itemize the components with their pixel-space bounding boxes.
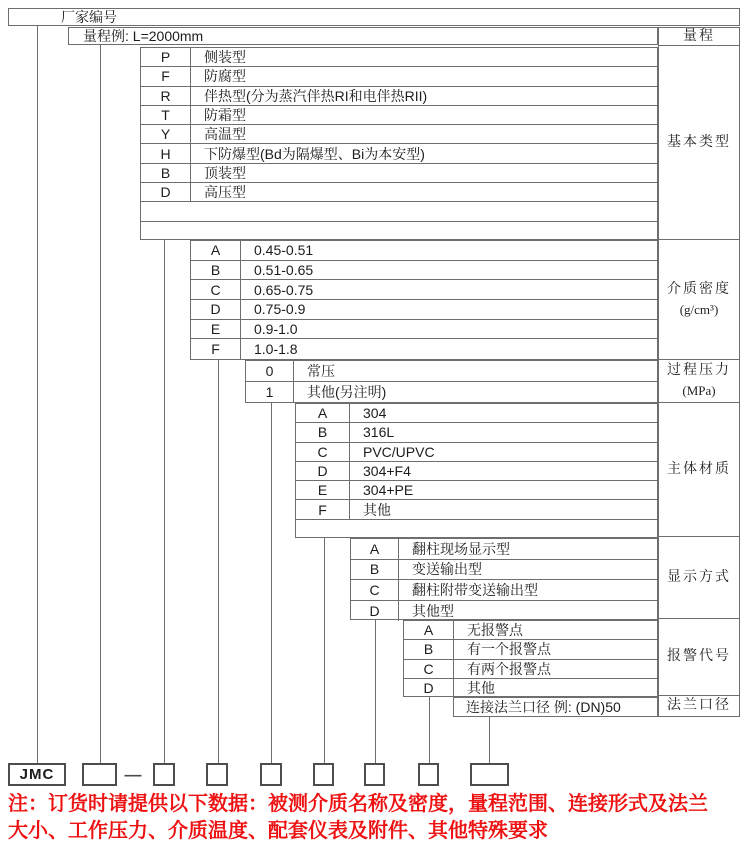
desc-cell: 翻柱附带变送输出型: [412, 581, 538, 598]
code-cell: C: [351, 580, 399, 600]
desc-cell: 有一个报警点: [467, 641, 551, 658]
desc-cell: 0.45-0.51: [254, 242, 314, 259]
desc-cell: 变送输出型: [412, 561, 482, 578]
code-cell: H: [141, 144, 191, 162]
code-cell: C: [191, 280, 241, 299]
code-cell: B: [404, 640, 454, 658]
basic-type-code-box: [153, 763, 175, 786]
dash-separator: —: [124, 764, 142, 784]
code-cell: D: [296, 462, 350, 480]
table-row: [141, 183, 657, 202]
label-material: 主体材质: [659, 403, 739, 538]
material-code-box: [313, 763, 334, 786]
desc-cell: 下防爆型(Bd为隔爆型、Bi为本安型): [204, 145, 425, 162]
desc-cell: 其他: [467, 680, 495, 697]
table-row: [404, 679, 657, 698]
code-cell: E: [191, 320, 241, 339]
desc-cell: 其他: [363, 501, 391, 518]
material-table: [295, 403, 658, 538]
code-cell: T: [141, 106, 191, 124]
alarm-table: [403, 620, 658, 697]
table-row: [296, 462, 657, 481]
connector-alarm: [429, 697, 430, 763]
table-row: [141, 164, 657, 183]
label-pressure: 过程压力 (MPa): [659, 360, 739, 403]
connector-pressure: [271, 403, 272, 763]
desc-cell: 有两个报警点: [467, 660, 551, 677]
desc-cell: 侧装型: [204, 49, 246, 66]
empty-row: [141, 202, 657, 221]
desc-cell: 其他型: [412, 602, 454, 619]
range-code-box: [82, 763, 117, 786]
label-flange: 法兰口径: [667, 698, 731, 713]
table-row: [141, 87, 657, 106]
desc-cell: 防腐型: [204, 68, 246, 85]
table-row: [296, 500, 657, 519]
alarm-code-box: [418, 763, 439, 786]
desc-cell: PVC/UPVC: [363, 443, 435, 460]
table-row: [246, 361, 657, 382]
desc-cell: 防霜型: [204, 107, 246, 124]
label-range: 量程: [659, 28, 739, 46]
empty-row: [141, 222, 657, 241]
connector-range: [100, 45, 101, 763]
table-row: [141, 106, 657, 125]
table-row: [191, 241, 657, 261]
desc-cell: 伴热型(分为蒸汽伴热RI和电伴热RII): [204, 87, 428, 104]
ordering-note-line1: 注：订货时请提供以下数据：被测介质名称及密度，量程范围、连接形式及法兰: [8, 793, 708, 815]
code-cell: E: [296, 481, 350, 499]
desc-cell: 0.51-0.65: [254, 262, 314, 279]
connector-flange: [489, 717, 490, 763]
desc-cell: 304+F4: [363, 463, 411, 480]
label-alarm: 报警代号: [659, 619, 739, 696]
connector-manufacturer: [37, 25, 38, 763]
table-row: [296, 404, 657, 423]
desc-cell: 翻柱现场显示型: [412, 540, 510, 557]
flange-code-box: [470, 763, 509, 786]
display-code-box: [364, 763, 385, 786]
table-row: [351, 580, 657, 601]
connector-display: [375, 620, 376, 763]
code-cell: F: [141, 67, 191, 85]
desc-cell: 0.75-0.9: [254, 301, 306, 318]
code-cell: Y: [141, 125, 191, 143]
code-cell: P: [141, 48, 191, 66]
table-row: [404, 660, 657, 679]
table-row: [454, 698, 657, 716]
density-table: [190, 240, 658, 360]
desc-cell: 304: [363, 405, 387, 422]
connector-density: [218, 360, 219, 763]
display-table: [350, 538, 658, 620]
desc-cell: 连接法兰口径 例: (DN)50: [466, 699, 621, 715]
code-cell: A: [351, 539, 399, 559]
manufacturer-number-label: 厂家编号: [61, 9, 117, 25]
code-cell: D: [351, 601, 399, 622]
table-row: [296, 481, 657, 500]
ordering-note: [8, 791, 748, 845]
table-row: [246, 382, 657, 403]
desc-cell: 高温型: [204, 126, 246, 143]
table-row: [351, 601, 657, 622]
code-cell: B: [141, 164, 191, 182]
code-cell: D: [191, 300, 241, 319]
connector-basic-type: [164, 240, 165, 763]
label-density: 介质密度 (g/cm³): [659, 240, 739, 360]
table-row: [191, 320, 657, 340]
label-basic-type: 基本类型: [659, 46, 739, 240]
density-code-box: [206, 763, 228, 786]
code-cell: B: [351, 560, 399, 580]
flange-row: [453, 697, 658, 717]
desc-cell: 常压: [307, 362, 335, 379]
label-display: 显示方式: [659, 537, 739, 619]
desc-cell: 1.0-1.8: [254, 341, 298, 358]
table-row: [404, 640, 657, 659]
empty-row: [296, 520, 657, 539]
range-example-bar: [68, 27, 658, 45]
code-cell: B: [191, 261, 241, 280]
basic-type-table: [140, 47, 658, 240]
range-example-label: 量程例: L=2000mm: [83, 28, 204, 44]
manufacturer-number-bar: [8, 8, 740, 26]
table-row: [191, 300, 657, 320]
desc-cell: 顶装型: [204, 164, 246, 181]
table-row: [191, 339, 657, 359]
table-row: [141, 67, 657, 86]
code-cell: 1: [246, 382, 294, 403]
desc-cell: 0.9-1.0: [254, 321, 298, 338]
code-cell: 0: [246, 361, 294, 381]
code-cell: D: [141, 183, 191, 201]
desc-cell: 0.65-0.75: [254, 281, 314, 298]
desc-cell: 无报警点: [467, 622, 523, 639]
code-cell: C: [296, 443, 350, 461]
code-cell: B: [296, 423, 350, 441]
desc-cell: 304+PE: [363, 482, 414, 499]
code-cell: A: [404, 621, 454, 639]
desc-cell: 其他(另注明): [307, 383, 387, 400]
desc-cell: 高压型: [204, 184, 246, 201]
code-cell: F: [296, 500, 350, 518]
pressure-table: [245, 360, 658, 403]
code-cell: C: [404, 660, 454, 678]
table-row: [351, 539, 657, 560]
ordering-note-line2: 大小、工作压力、介质温度、配套仪表及附件、其他特殊要求: [8, 820, 548, 842]
code-cell: A: [191, 241, 241, 260]
code-cell: D: [404, 679, 454, 698]
table-row: [191, 280, 657, 300]
pressure-code-box: [260, 763, 282, 786]
table-row: [351, 560, 657, 581]
table-row: [296, 423, 657, 442]
table-row: [141, 48, 657, 67]
desc-cell: 316L: [363, 424, 395, 441]
code-cell: F: [191, 339, 241, 359]
table-row: [296, 443, 657, 462]
table-row: [191, 261, 657, 281]
code-cell: R: [141, 87, 191, 105]
table-row: [141, 144, 657, 163]
connector-material: [324, 538, 325, 763]
model-prefix-box: JMC: [8, 763, 66, 786]
table-row: [141, 125, 657, 144]
category-label-column: [658, 27, 740, 717]
table-row: [404, 621, 657, 640]
code-cell: A: [296, 404, 350, 422]
